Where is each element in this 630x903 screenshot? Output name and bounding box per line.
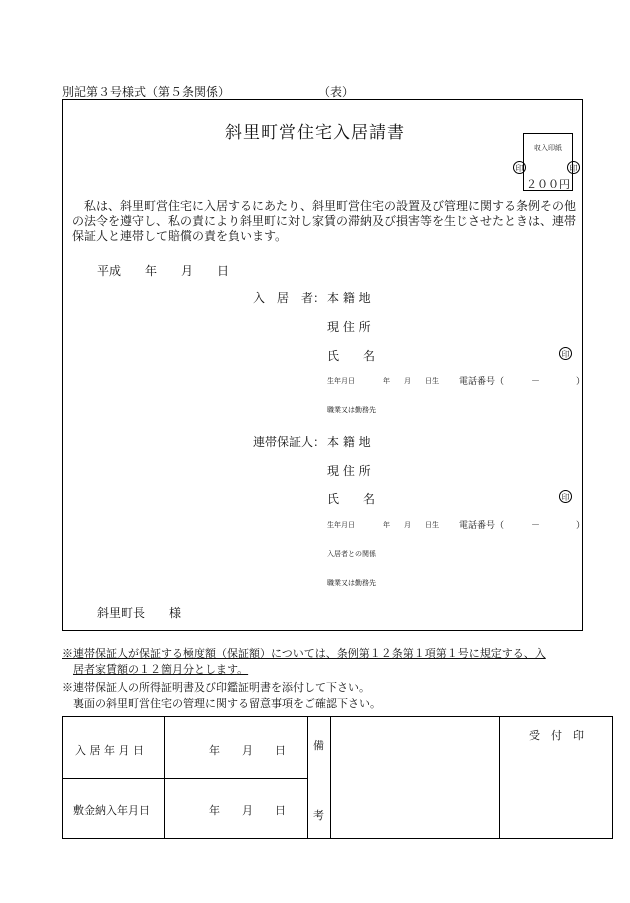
tenant-seal-icon: 印: [559, 347, 572, 360]
move-in-date-label: 入 居 年 月 日: [75, 744, 144, 757]
revenue-stamp-box: [523, 133, 573, 191]
guarantor-phone-label: 電話番号（ － ）: [459, 521, 586, 531]
tenant-role-label: 入 居 者：: [253, 291, 326, 305]
received-stamp-label: 受 付 印: [529, 729, 584, 742]
document-frame: [62, 99, 586, 631]
stamp-seal-right-icon: 印: [567, 161, 580, 174]
side-label: （表）: [318, 85, 355, 99]
intro-text: 私は、斜里町営住宅に入居するにあたり、斜里町営住宅の設置及び管理に関する条例その他の法令を遵守し、私の責により斜里町に対し家賃の滞納及び損害等を生じさせたときは、連帯保証人と連帯して賠償の責を負います。: [72, 199, 577, 243]
guarantor-name-label: 氏 名: [327, 492, 376, 506]
remarks-label-bottom: 考: [313, 809, 324, 822]
form-number: 別記第３号様式（第５条関係）: [62, 85, 231, 99]
remarks-label-top: 備: [313, 739, 324, 752]
note-guarantee-limit-1: ※連帯保証人が保証する極度額（保証額）については、条例第１２条第１項第１号に規定する、入: [62, 647, 546, 660]
guarantor-role-label: 連帯保証人：: [253, 435, 326, 449]
tenant-phone-label: 電話番号（ － ）: [459, 377, 586, 387]
guarantor-birthdate-label: 生年月日 年 月 日生: [327, 521, 439, 529]
note-guarantee-limit-2: 居者家賃額の１２箇月分とします。: [73, 663, 249, 676]
guarantor-seal-icon: 印: [559, 490, 572, 503]
guarantor-relation-label: 入居者との関係: [327, 550, 376, 558]
stamp-label: 収入印紙: [534, 144, 562, 152]
addressee: 斜里町長 様: [97, 606, 182, 620]
date-line: 平成 年 月 日: [97, 264, 230, 278]
stamp-amount: ２００円: [526, 178, 570, 191]
office-use-table: [62, 716, 613, 839]
guarantor-address-label: 現 住 所: [327, 464, 371, 478]
tenant-birthdate-label: 生年月日 年 月 日生: [327, 377, 439, 385]
tenant-name-label: 氏 名: [327, 349, 376, 363]
guarantor-occupation-label: 職業又は勤務先: [327, 579, 376, 587]
note-attachments: ※連帯保証人の所得証明書及び印鑑証明書を添付して下さい。: [62, 681, 370, 694]
deposit-date-blank: 年 月 日: [209, 804, 286, 817]
move-in-date-blank: 年 月 日: [209, 744, 286, 757]
note-back-page: 裏面の斜里町営住宅の管理に関する留意事項をご確認下さい。: [73, 697, 381, 710]
tenant-occupation-label: 職業又は勤務先: [327, 406, 376, 414]
guarantor-honseki-label: 本 籍 地: [327, 435, 371, 449]
deposit-date-label: 敷金納入年月日: [73, 804, 150, 817]
tenant-honseki-label: 本 籍 地: [327, 291, 371, 305]
tenant-address-label: 現 住 所: [327, 320, 371, 334]
stamp-seal-left-icon: 印: [513, 161, 526, 174]
page-title: 斜里町営住宅入居請書: [225, 123, 405, 143]
